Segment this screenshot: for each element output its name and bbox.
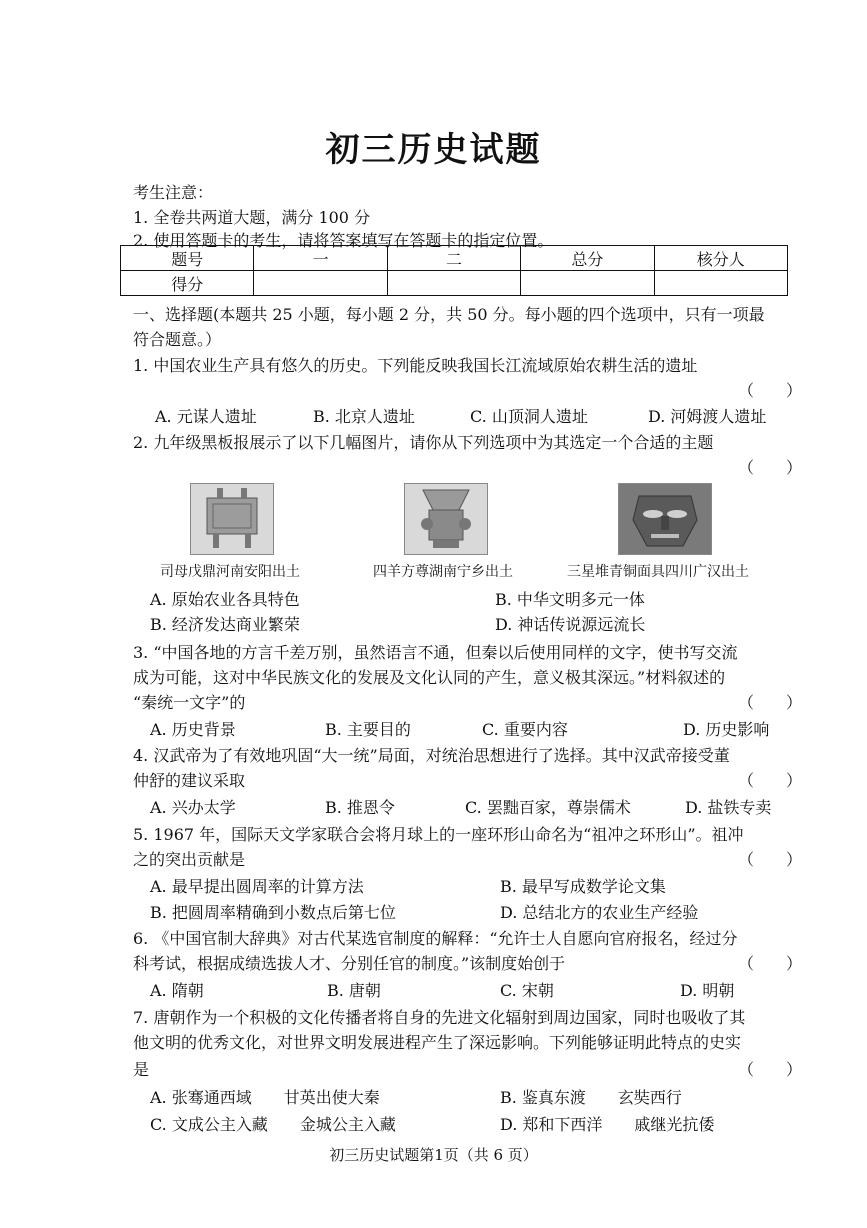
q6-option-b: B. 唐朝 bbox=[327, 981, 381, 1000]
score-table-header: 核分人 bbox=[654, 246, 787, 271]
q5-option-d: D. 总结北方的农业生产经验 bbox=[500, 903, 699, 922]
q4-line1: 4. 汉武帝为了有效地巩固“大一统”局面，对统治思想进行了选择。其中汉武帝接受董 bbox=[133, 746, 730, 765]
q5-line2: 之的突出贡献是 bbox=[133, 850, 246, 869]
q1-stem: 1. 中国农业生产具有悠久的历史。下列能反映我国长江流域原始农耕生活的遗址 bbox=[133, 356, 698, 375]
q2-option-d: D. 神话传说源远流长 bbox=[495, 615, 646, 634]
caption-four-ram-zun: 四羊方尊湖南宁乡出土 bbox=[373, 564, 513, 580]
q7-line2: 他文明的优秀文化，对世界文明发展进程产生了深远影响。下列能够证明此特点的史实 bbox=[133, 1033, 742, 1052]
q1-answer-paren: （ ） bbox=[738, 381, 803, 400]
q4-option-d: D. 盐铁专卖 bbox=[685, 798, 772, 817]
notice-item-2: 2. 使用答题卡的考生，请将答案填写在答题卡的指定位置。 bbox=[133, 231, 554, 250]
q6-answer-paren: （ ） bbox=[738, 954, 803, 973]
four-ram-zun-image bbox=[404, 483, 488, 555]
q3-option-c: C. 重要内容 bbox=[482, 720, 568, 739]
q4-option-a: A. 兴办太学 bbox=[150, 798, 236, 817]
q6-option-c: C. 宋朝 bbox=[500, 981, 554, 1000]
q7-option-a: A. 张骞通西域 甘英出使大秦 bbox=[150, 1088, 380, 1107]
q6-line1: 6. 《中国官制大辞典》对古代某选官制度的解释：“允许士人自愿向官府报名，经过分 bbox=[133, 929, 738, 948]
notice-heading: 考生注意： bbox=[133, 183, 214, 202]
q4-answer-paren: （ ） bbox=[738, 771, 803, 790]
score-table-row bbox=[121, 271, 788, 296]
q6-option-d: D. 明朝 bbox=[680, 981, 735, 1000]
page-title: 初三历史试题 bbox=[325, 130, 542, 170]
q1-option-c: C. 山顶洞人遗址 bbox=[470, 407, 588, 426]
q3-line2: 成为可能，这对中华民族文化的发展及文化认同的产生，意义极其深远。”材料叙述的 bbox=[133, 668, 726, 687]
q7-line1: 7. 唐朝作为一个积极的文化传播者将自身的先进文化辐射到周边国家，同时也吸收了其 bbox=[133, 1008, 746, 1027]
q1-option-a: A. 元谋人遗址 bbox=[155, 407, 257, 426]
q7-option-c: C. 文成公主入藏 金城公主入藏 bbox=[150, 1115, 396, 1134]
q3-option-b: B. 主要目的 bbox=[325, 720, 411, 739]
caption-sanxingdui-mask: 三星堆青铜面具四川广汉出土 bbox=[567, 564, 749, 580]
score-table-header-row bbox=[121, 246, 788, 271]
q2-stem: 2. 九年级黑板报展示了以下几幅图片，请你从下列选项中为其选定一个合适的主题 bbox=[133, 433, 714, 452]
score-cell[interactable] bbox=[254, 271, 387, 296]
q3-answer-paren: （ ） bbox=[738, 693, 803, 712]
q7-line3: 是 bbox=[133, 1060, 150, 1079]
q3-option-a: A. 历史背景 bbox=[150, 720, 236, 739]
q4-option-c: C. 罢黜百家，尊崇儒术 bbox=[465, 798, 631, 817]
simuwu-ding-image bbox=[190, 483, 274, 555]
q3-line3: “秦统一文字”的 bbox=[133, 693, 246, 712]
q5-answer-paren: （ ） bbox=[738, 850, 803, 869]
q2-answer-paren: （ ） bbox=[738, 458, 803, 477]
q3-line1: 3. “中国各地的方言千差万别，虽然语言不通，但秦以后使用同样的文字，使书写交流 bbox=[133, 643, 738, 662]
q4-option-b: B. 推恩令 bbox=[325, 798, 395, 817]
score-row-label: 得分 bbox=[121, 271, 254, 296]
q1-option-b: B. 北京人遗址 bbox=[313, 407, 415, 426]
score-table bbox=[120, 245, 788, 296]
q4-line2: 仲舒的建议采取 bbox=[133, 771, 246, 790]
q2-option-c: B. 经济发达商业繁荣 bbox=[150, 615, 300, 634]
q6-line2: 科考试，根据成绩选拔人才、分别任官的制度。”该制度始创于 bbox=[133, 954, 566, 973]
section1-line2: 符合题意。） bbox=[133, 330, 222, 349]
q5-option-c: B. 把圆周率精确到小数点后第七位 bbox=[150, 903, 396, 922]
score-cell[interactable] bbox=[654, 271, 787, 296]
q1-option-d: D. 河姆渡人遗址 bbox=[648, 407, 767, 426]
score-table-header: 二 bbox=[387, 246, 520, 271]
page-footer: 初三历史试题第1页（共 6 页） bbox=[329, 1146, 538, 1164]
caption-simuwu-ding: 司母戊鼎河南安阳出土 bbox=[160, 564, 300, 580]
score-table-header: 总分 bbox=[521, 246, 654, 271]
notice-item-1: 1. 全卷共两道大题，满分 100 分 bbox=[133, 208, 371, 227]
score-cell[interactable] bbox=[387, 271, 520, 296]
score-cell[interactable] bbox=[521, 271, 654, 296]
q2-option-a: A. 原始农业各具特色 bbox=[150, 590, 300, 609]
q5-option-a: A. 最早提出圆周率的计算方法 bbox=[150, 877, 364, 896]
score-table-header: 一 bbox=[254, 246, 387, 271]
sanxingdui-mask-image bbox=[618, 483, 712, 555]
q6-option-a: A. 隋朝 bbox=[150, 981, 204, 1000]
q7-option-b: B. 鉴真东渡 玄奘西行 bbox=[500, 1088, 682, 1107]
q7-option-d: D. 郑和下西洋 戚继光抗倭 bbox=[500, 1115, 715, 1134]
q5-option-b: B. 最早写成数学论文集 bbox=[500, 877, 666, 896]
q5-line1: 5. 1967 年，国际天文学家联合会将月球上的一座环形山命名为“祖冲之环形山”。祖冲 bbox=[133, 825, 744, 844]
score-table-header: 题号 bbox=[121, 246, 254, 271]
q2-option-b: B. 中华文明多元一体 bbox=[495, 590, 645, 609]
q3-option-d: D. 历史影响 bbox=[683, 720, 770, 739]
section1-line1: 一、选择题(本题共 25 小题，每小题 2 分，共 50 分。每小题的四个选项中，只有一项最 bbox=[133, 305, 765, 324]
q7-answer-paren: （ ） bbox=[738, 1060, 803, 1079]
